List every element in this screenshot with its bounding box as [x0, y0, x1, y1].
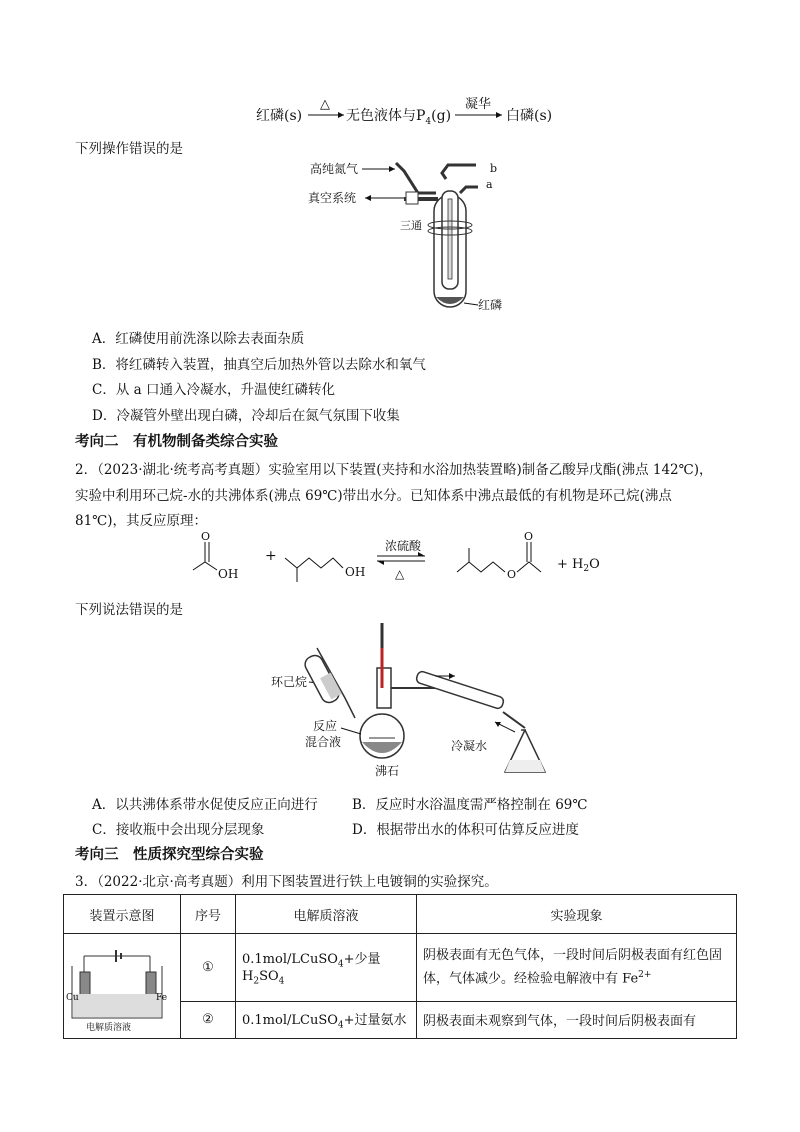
svg-text:反应: 反应 [313, 719, 338, 733]
q2-line-1: 2．（2023·湖北·统考高考真题）实验室用以下装置(夹持和水浴加热装置略)制备乙酸异戊酯(沸点 142℃)， [75, 462, 713, 478]
svg-text:混合液: 混合液 [305, 735, 342, 749]
row-2-solution: 0.1mol/LCuSO$_4$+过量氨水 [236, 1001, 417, 1038]
header-solution: 电解质溶液 [236, 895, 417, 934]
svg-text:OH: OH [345, 565, 366, 579]
table-header-row [64, 895, 737, 934]
svg-text:+ H2O: + $H_2O$ [557, 557, 600, 574]
q2-option-b: B．反应时水浴温度需严格控制在 69℃ [352, 797, 588, 813]
header-diagram: 装置示意图 [64, 895, 181, 934]
q3-line-1: 3．（2022·北京·高考真题）利用下图装置进行铁上电镀铜的实验探究。 [75, 874, 498, 890]
header-number: 序号 [181, 895, 236, 934]
svg-text:Fe: Fe [156, 993, 168, 1003]
reaction-scheme-phosphorus [240, 92, 570, 128]
svg-text:高纯氮气: 高纯氮气 [310, 162, 359, 176]
row-2-number: ② [181, 1001, 236, 1038]
svg-text:O: O [524, 530, 534, 543]
svg-text:O: O [201, 530, 211, 543]
row-2-observation: 阴极表面未观察到气体，一段时间后阴极表面有 [417, 1001, 737, 1038]
apparatus-esterification [265, 618, 565, 788]
row-1-number: ① [181, 934, 236, 1002]
svg-text:+: + [265, 548, 277, 564]
row-1-observation: 阴极表面有无色气体，一段时间后阴极表面有红色固体，气体减少。经检验电解液中有 $Fe^{2+}$ [417, 934, 737, 1002]
svg-text:a: a [486, 178, 493, 191]
q2-option-a: A．以共沸体系带水促使反应正向进行 [92, 797, 318, 813]
product-white-phosphorus: 白磷(s) [506, 108, 553, 124]
sublimation-condition: 凝华 [465, 97, 492, 112]
section-heading-3: 考向三 性质探究型综合实验 [75, 847, 264, 863]
q2-option-c: C．接收瓶中会出现分层现象 [92, 822, 265, 838]
svg-text:b: b [490, 162, 498, 175]
q2-stem: 下列说法错误的是 [75, 602, 183, 618]
apparatus-sublimation [300, 155, 520, 320]
q1-option-c: C．从 a 口通入冷凝水，升温使红磷转化 [92, 382, 335, 398]
svg-text:真空系统: 真空系统 [308, 191, 357, 205]
q2-line-3: 81℃)，其反应原理： [75, 513, 208, 529]
svg-text:OH: OH [218, 567, 239, 581]
svg-text:浓硫酸: 浓硫酸 [385, 539, 422, 553]
section-heading-2: 考向二 有机物制备类综合实验 [75, 434, 278, 450]
q1-stem: 下列操作错误的是 [75, 141, 183, 157]
svg-text:△: △ [395, 567, 405, 581]
table-row [64, 934, 737, 1002]
esterification-equation [185, 528, 625, 588]
q2-line-2: 实验中利用环己烷-水的共沸体系(沸点 69℃)带出水分。已知体系中沸点最低的有机物是环己烷(沸点 [75, 488, 672, 504]
svg-text:冷凝水: 冷凝水 [451, 739, 488, 753]
electroplating-diagram [66, 936, 168, 1032]
svg-text:Cu: Cu [66, 993, 79, 1003]
svg-text:沸石: 沸石 [375, 764, 400, 778]
svg-text:环己烷: 环己烷 [271, 675, 308, 689]
q1-option-d: D．冷凝管外壁出现白磷，冷却后在氮气氛围下收集 [92, 408, 400, 424]
svg-text:电解质溶液: 电解质溶液 [86, 1023, 132, 1032]
q1-option-a: A．红磷使用前洗涤以除去表面杂质 [92, 331, 305, 347]
svg-text:红磷: 红磷 [478, 298, 503, 312]
svg-text:三通: 三通 [400, 219, 422, 232]
svg-text:O: O [507, 568, 517, 581]
experiment-table [63, 894, 737, 1039]
q2-option-d: D．根据带出水的体积可估算反应进度 [352, 822, 579, 838]
heat-symbol: △ [320, 97, 330, 112]
row-1-solution: 0.1mol/LCuSO$_4$+少量 $H_2SO_4$ [236, 934, 417, 1002]
svg-text:无色液体与P4(g): 无色液体与$P_4(g)$ [346, 108, 452, 127]
reactant-red-phosphorus: 红磷(s) [256, 108, 303, 124]
header-observation: 实验现象 [417, 895, 737, 934]
q1-option-b: B．将红磷转入装置，抽真空后加热外管以去除水和氧气 [92, 357, 426, 373]
electroplating-diagram-cell [64, 934, 181, 1039]
middle-product: 无色液体与P [346, 108, 426, 124]
